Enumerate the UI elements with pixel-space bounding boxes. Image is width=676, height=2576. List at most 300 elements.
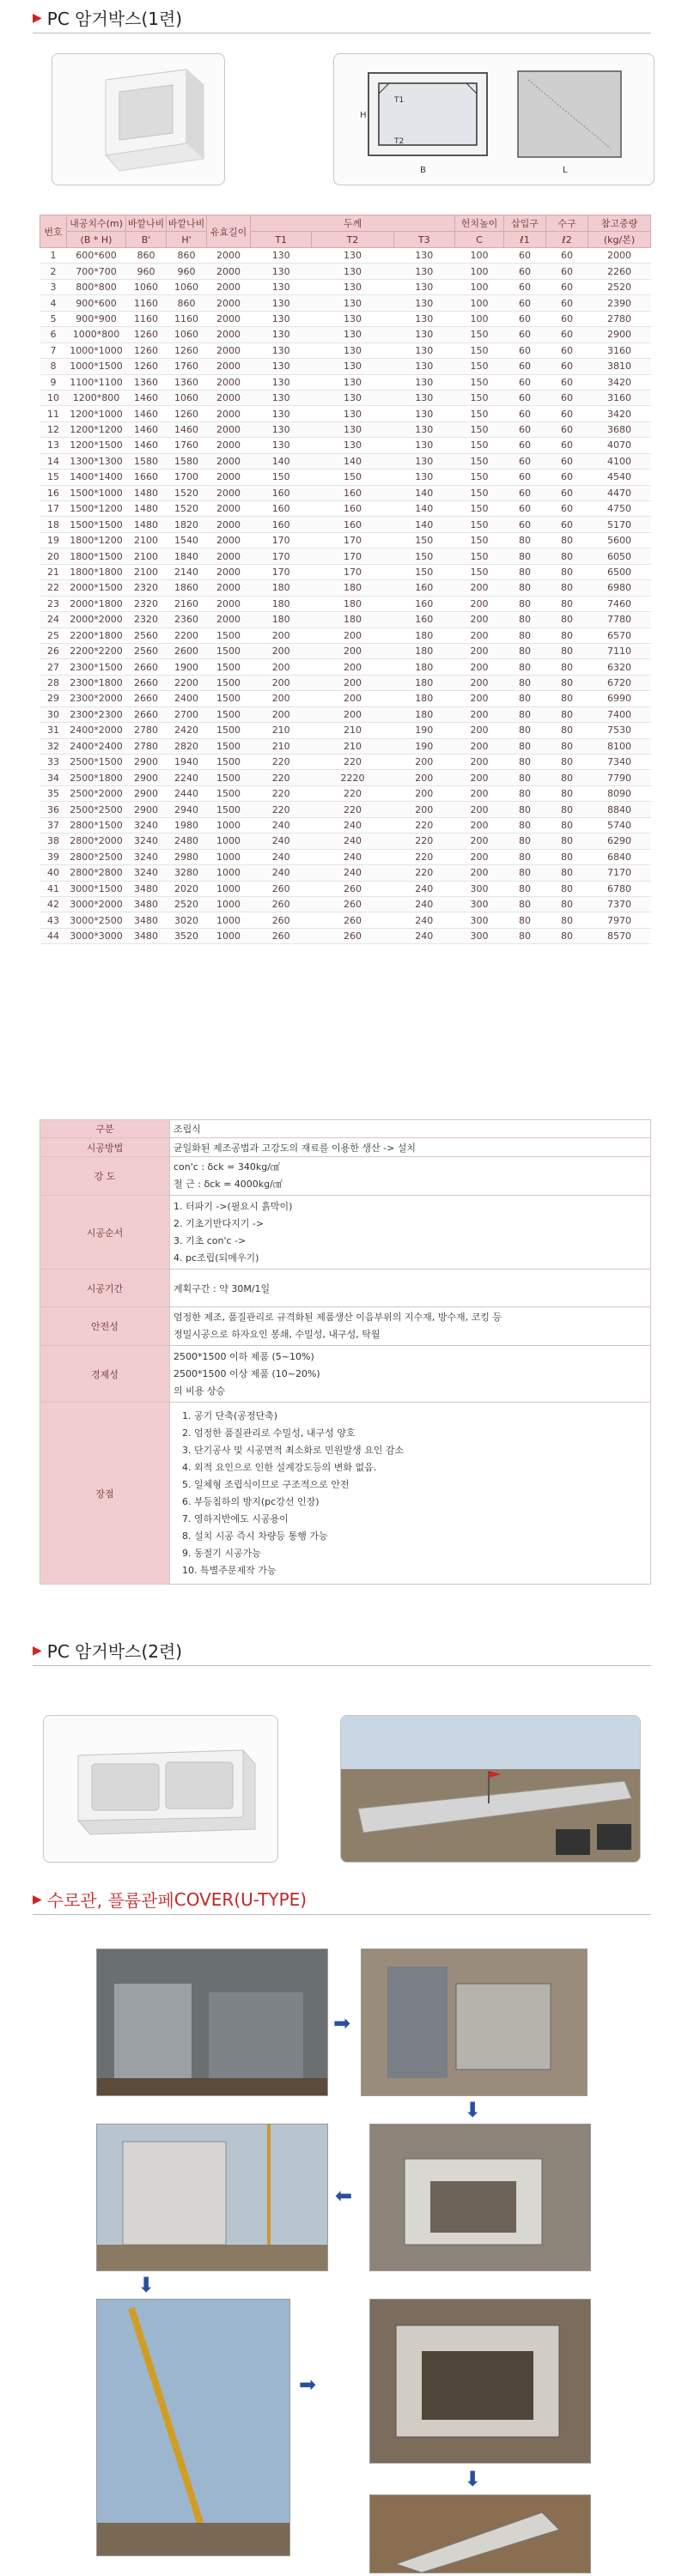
spec-cell: 130 (312, 406, 393, 421)
spec-cell: 150 (455, 342, 504, 358)
spec-cell: 80 (546, 770, 588, 785)
spec-cell: 7530 (588, 723, 651, 738)
info-line: 정밀시공으로 하자요인 봉쇄, 수밀성, 내구성, 탁월 (174, 1329, 381, 1340)
info-row-gubun (40, 1120, 651, 1138)
spec-cell: 200 (455, 691, 504, 706)
spec-cell: 150 (393, 549, 454, 564)
info-value (170, 1307, 651, 1346)
spec-cell: 220 (393, 833, 454, 849)
spec-cell: 130 (251, 342, 312, 358)
spec-cell: 80 (546, 564, 588, 579)
spec-cell: 17 (40, 501, 67, 517)
spec-cell: 130 (312, 327, 393, 342)
info-label: 경제성 (40, 1346, 170, 1403)
spec-cell: 2000 (207, 549, 251, 564)
info-row-method (40, 1138, 651, 1157)
spec-cell: 150 (455, 421, 504, 437)
spec-cell: 80 (546, 738, 588, 754)
section3-title: ▶ 수로관, 플륨관페 COVER(U-TYPE) (33, 1888, 308, 1911)
spec-cell: 2200 (167, 675, 207, 690)
info-line: 5. 일체형 조립식이므로 구조적으로 안전 (182, 1478, 350, 1490)
process-photo-4 (96, 2124, 328, 2271)
spec-cell: 80 (504, 785, 546, 801)
spec-cell: 1500 (207, 770, 251, 785)
dim-t1-label: T1 (394, 96, 405, 105)
spec-cell: 2500*2500 (67, 802, 126, 817)
spec-cell: 60 (546, 390, 588, 405)
spec-cell: 220 (393, 817, 454, 833)
spec-cell: 80 (504, 549, 546, 564)
spec-row (40, 706, 651, 722)
spec-cell: 60 (546, 485, 588, 500)
spec-cell: 150 (455, 453, 504, 469)
spec-cell: 2000 (207, 421, 251, 437)
spec-cell: 200 (312, 691, 393, 706)
spec-cell: 39 (40, 849, 67, 864)
spec-cell: 150 (455, 406, 504, 421)
spec-cell: 5600 (588, 532, 651, 548)
spec-row (40, 532, 651, 548)
spec-table-body (40, 248, 651, 944)
spec-cell: 2800*1500 (67, 817, 126, 833)
spec-cell: 3000*1500 (67, 881, 126, 896)
spec-row (40, 421, 651, 437)
spec-cell: 300 (455, 881, 504, 896)
spec-cell: 3 (40, 279, 67, 294)
section1-title: ▶ PC 암거박스(1련) (33, 9, 183, 29)
spec-cell: 1500 (207, 755, 251, 770)
spec-cell: 60 (504, 517, 546, 532)
spec-cell: 1000 (207, 912, 251, 928)
spec-cell: 200 (455, 865, 504, 881)
spec-cell: 2800*2500 (67, 849, 126, 864)
spec-cell: 80 (546, 802, 588, 817)
spec-cell: 200 (312, 706, 393, 722)
spec-cell: 28 (40, 675, 67, 690)
spec-cell: 150 (455, 549, 504, 564)
spec-cell: 2000 (207, 501, 251, 517)
spec-cell: 180 (393, 627, 454, 643)
info-line: 7. 영하지반에도 시공용이 (182, 1512, 289, 1524)
spec-row (40, 627, 651, 643)
spec-cell: 6720 (588, 675, 651, 690)
spec-cell: 2480 (167, 833, 207, 849)
spec-cell: 1500*1500 (67, 517, 126, 532)
spec-row (40, 549, 651, 564)
spec-cell: 60 (546, 438, 588, 453)
spec-cell: 3520 (167, 928, 207, 943)
spec-cell: 2500*1500 (67, 755, 126, 770)
spec-row (40, 643, 651, 658)
spec-cell: 6290 (588, 833, 651, 849)
section2-title: ▶ PC 암거박스(2련) (33, 1641, 183, 1662)
spec-cell: 200 (312, 659, 393, 675)
spec-cell: 5740 (588, 817, 651, 833)
spec-row (40, 596, 651, 611)
arrow-down-icon: ⬇ (137, 2273, 155, 2297)
spec-cell: 60 (504, 311, 546, 326)
spec-cell: 34 (40, 770, 67, 785)
spec-cell: 2000 (207, 248, 251, 264)
spec-cell: 1460 (126, 421, 167, 437)
spec-row (40, 264, 651, 279)
info-line: 8. 설치 시공 즉시 차량등 통행 가능 (182, 1530, 328, 1542)
spec-cell: 3240 (126, 817, 167, 833)
spec-cell: 2300*1500 (67, 659, 126, 675)
spec-cell: 8570 (588, 928, 651, 943)
spec-cell: 3480 (126, 928, 167, 943)
spec-cell: 1500 (207, 738, 251, 754)
spec-cell: 80 (546, 881, 588, 896)
spec-cell: 3420 (588, 406, 651, 421)
spec-cell: 130 (312, 374, 393, 390)
spec-cell: 130 (393, 438, 454, 453)
spec-cell: 170 (312, 549, 393, 564)
spec-cell: 2000*1500 (67, 580, 126, 596)
spec-cell: 80 (546, 833, 588, 849)
spec-cell: 60 (546, 279, 588, 294)
spec-cell: 130 (251, 295, 312, 311)
spec-cell: 2520 (167, 896, 207, 912)
spec-cell: 3680 (588, 421, 651, 437)
spec-cell: 160 (251, 485, 312, 500)
spec-cell: 2900 (126, 755, 167, 770)
spec-cell: 8840 (588, 802, 651, 817)
spec-cell: 1480 (126, 485, 167, 500)
spec-cell: 3810 (588, 359, 651, 374)
info-value (170, 1346, 651, 1403)
spec-cell: 1360 (167, 374, 207, 390)
spec-row (40, 248, 651, 264)
spec-cell: 80 (504, 532, 546, 548)
spec-cell: 60 (504, 327, 546, 342)
spec-cell: 3240 (126, 849, 167, 864)
info-row-order (40, 1196, 651, 1270)
install-photo-cell (340, 1715, 641, 1863)
spec-cell: 130 (393, 327, 454, 342)
spec-cell: 80 (504, 802, 546, 817)
spec-cell: 200 (455, 755, 504, 770)
info-value: 계획구간 : 약 30M/1일 (170, 1270, 651, 1307)
spec-cell: 2900 (588, 327, 651, 342)
spec-cell: 60 (504, 374, 546, 390)
info-line: 3. 기초 con'c -> (174, 1234, 247, 1246)
spec-cell: 25 (40, 627, 67, 643)
spec-cell: 240 (312, 865, 393, 881)
spec-cell: 600*600 (67, 248, 126, 264)
spec-cell: 1540 (167, 532, 207, 548)
spec-row (40, 580, 651, 596)
spec-cell: 1500 (207, 723, 251, 738)
spec-cell: 1480 (126, 501, 167, 517)
arrow-right-icon: ➡ (333, 2011, 351, 2035)
spec-cell: 130 (393, 406, 454, 421)
spec-cell: 1800*1800 (67, 564, 126, 579)
spec-cell: 2900 (126, 802, 167, 817)
spec-cell: 130 (251, 311, 312, 326)
spec-cell: 2000 (207, 612, 251, 627)
spec-row (40, 896, 651, 912)
arrow-left-icon: ⬅ (335, 2184, 353, 2208)
spec-cell: 2800*2800 (67, 865, 126, 881)
spec-cell: 4100 (588, 453, 651, 469)
spec-cell: 2700 (167, 706, 207, 722)
spec-cell: 60 (546, 295, 588, 311)
spec-cell: 130 (251, 248, 312, 264)
spec-cell: 1800*1500 (67, 549, 126, 564)
spec-cell: 130 (393, 248, 454, 264)
spec-cell: 30 (40, 706, 67, 722)
spec-cell: 1760 (167, 359, 207, 374)
spec-cell: 2100 (126, 549, 167, 564)
spec-cell: 60 (504, 453, 546, 469)
spec-cell: 200 (455, 659, 504, 675)
spec-cell: 160 (251, 517, 312, 532)
spec-cell: 2000 (207, 264, 251, 279)
spec-cell: 220 (393, 849, 454, 864)
spec-cell: 3480 (126, 912, 167, 928)
spec-cell: 23 (40, 596, 67, 611)
spec-cell: 1760 (167, 438, 207, 453)
spec-cell: 130 (251, 279, 312, 294)
spec-row (40, 723, 651, 738)
spec-cell: 3240 (126, 865, 167, 881)
spec-cell: 80 (546, 817, 588, 833)
spec-cell: 60 (504, 390, 546, 405)
spec-cell: 200 (455, 596, 504, 611)
spec-cell: 19 (40, 532, 67, 548)
spec-cell: 3420 (588, 374, 651, 390)
spec-cell: 80 (504, 706, 546, 722)
spec-cell: 240 (393, 928, 454, 943)
spec-cell: 60 (546, 453, 588, 469)
spec-cell: 200 (455, 643, 504, 658)
spec-cell: 80 (504, 817, 546, 833)
spec-row (40, 881, 651, 896)
spec-cell: 210 (312, 723, 393, 738)
spec-cell: 2500*2000 (67, 785, 126, 801)
spec-cell: 1060 (167, 327, 207, 342)
spec-cell: 2100 (126, 564, 167, 579)
spec-cell: 80 (504, 928, 546, 943)
spec-cell: 150 (455, 359, 504, 374)
spec-cell: 160 (312, 517, 393, 532)
spec-cell: 170 (251, 532, 312, 548)
spec-cell: 1000 (207, 928, 251, 943)
spec-cell: 180 (393, 675, 454, 690)
divider (33, 1914, 651, 1915)
spec-cell: 2000 (207, 485, 251, 500)
spec-row (40, 295, 651, 311)
spec-cell: 6 (40, 327, 67, 342)
spec-cell: 180 (393, 643, 454, 658)
spec-cell: 300 (455, 912, 504, 928)
spec-cell: 6980 (588, 580, 651, 596)
triangle-bullet-icon: ▶ (33, 1892, 42, 1906)
spec-cell: 200 (251, 675, 312, 690)
spec-row (40, 453, 651, 469)
spec-row (40, 659, 651, 675)
spec-cell: 100 (455, 248, 504, 264)
spec-row (40, 564, 651, 579)
spec-cell: 40 (40, 865, 67, 881)
spec-cell: 260 (312, 912, 393, 928)
spec-cell: 130 (312, 311, 393, 326)
spec-cell: 80 (504, 833, 546, 849)
spec-cell: 80 (546, 865, 588, 881)
spec-cell: 2780 (126, 738, 167, 754)
spec-cell: 900*900 (67, 311, 126, 326)
spec-cell: 2980 (167, 849, 207, 864)
spec-cell: 80 (546, 612, 588, 627)
spec-cell: 1480 (126, 517, 167, 532)
spec-cell: 60 (504, 470, 546, 485)
spec-cell: 2000 (207, 327, 251, 342)
spec-cell: 80 (546, 659, 588, 675)
spec-row (40, 327, 651, 342)
spec-cell: 80 (504, 755, 546, 770)
spec-cell: 3000*2000 (67, 896, 126, 912)
spec-cell: 2000 (207, 406, 251, 421)
col-c-subheader: C (455, 232, 504, 248)
spec-cell: 160 (393, 580, 454, 596)
spec-cell: 1840 (167, 549, 207, 564)
spec-cell: 80 (504, 723, 546, 738)
spec-cell: 4470 (588, 485, 651, 500)
spec-cell: 200 (251, 643, 312, 658)
spec-cell: 24 (40, 612, 67, 627)
spec-cell: 150 (312, 470, 393, 485)
spec-cell: 240 (312, 817, 393, 833)
info-row-safety (40, 1307, 651, 1346)
spec-cell: 4 (40, 295, 67, 311)
spec-cell: 1860 (167, 580, 207, 596)
spec-cell: 170 (312, 564, 393, 579)
spec-cell: 130 (251, 390, 312, 405)
info-line: 1. 공기 단축(공정단축) (182, 1409, 278, 1421)
spec-cell: 42 (40, 896, 67, 912)
spec-cell: 200 (455, 627, 504, 643)
spec-cell: 1660 (126, 470, 167, 485)
spec-cell: 1900 (167, 659, 207, 675)
spec-cell: 80 (546, 580, 588, 596)
spec-cell: 2260 (588, 264, 651, 279)
spec-cell: 180 (312, 612, 393, 627)
spec-cell: 60 (504, 264, 546, 279)
spec-cell: 260 (251, 912, 312, 928)
spec-cell: 220 (312, 755, 393, 770)
divider (33, 1665, 651, 1666)
spec-cell: 7 (40, 342, 67, 358)
spec-row (40, 485, 651, 500)
spec-cell: 60 (504, 421, 546, 437)
spec-cell: 960 (167, 264, 207, 279)
spec-cell: 8 (40, 359, 67, 374)
spec-cell: 1800*1200 (67, 532, 126, 548)
spec-cell: 60 (504, 342, 546, 358)
spec-cell: 180 (251, 612, 312, 627)
spec-row (40, 928, 651, 943)
spec-row (40, 865, 651, 881)
spec-cell: 150 (251, 470, 312, 485)
spec-cell: 240 (251, 849, 312, 864)
spec-cell: 60 (504, 438, 546, 453)
spec-cell: 1260 (126, 342, 167, 358)
spec-cell: 700*700 (67, 264, 126, 279)
spec-row (40, 802, 651, 817)
spec-cell: 80 (504, 659, 546, 675)
spec-cell: 200 (455, 706, 504, 722)
spec-cell: 2600 (167, 643, 207, 658)
spec-header-row-1 (40, 215, 651, 232)
spec-cell: 130 (251, 359, 312, 374)
spec-cell: 2820 (167, 738, 207, 754)
spec-cell: 2000 (207, 311, 251, 326)
site-installation-image (341, 1716, 640, 1862)
spec-cell: 3480 (126, 881, 167, 896)
spec-cell: 130 (393, 470, 454, 485)
info-label: 구분 (40, 1120, 170, 1138)
spec-cell: 220 (251, 802, 312, 817)
col-hanchi-header: 헌치높이 (455, 215, 504, 232)
triangle-bullet-icon: ▶ (33, 1643, 42, 1658)
spec-cell: 1580 (167, 453, 207, 469)
col-t3-subheader: T3 (393, 232, 454, 248)
spec-cell: 60 (546, 374, 588, 390)
spec-cell: 210 (251, 723, 312, 738)
spec-cell: 2000 (207, 596, 251, 611)
spec-row (40, 311, 651, 326)
spec-cell: 130 (251, 374, 312, 390)
spec-cell: 7340 (588, 755, 651, 770)
spec-cell: 100 (455, 311, 504, 326)
spec-cell: 80 (504, 881, 546, 896)
spec-cell: 26 (40, 643, 67, 658)
spec-cell: 12 (40, 421, 67, 437)
spec-cell: 1000 (207, 896, 251, 912)
spec-cell: 80 (504, 691, 546, 706)
info-line: 엄정한 제조, 품질관리로 규격화된 제품생산 이음부위의 지수재, 방수재, 코킹 등 (174, 1312, 502, 1323)
spec-cell: 60 (504, 501, 546, 517)
spec-row (40, 833, 651, 849)
spec-cell: 2220 (312, 770, 393, 785)
spec-cell: 60 (546, 421, 588, 437)
spec-cell: 240 (251, 817, 312, 833)
spec-row (40, 849, 651, 864)
spec-cell: 170 (251, 564, 312, 579)
spec-cell: 80 (504, 912, 546, 928)
spec-cell: 900*600 (67, 295, 126, 311)
col-thick-header: 두께 (251, 215, 455, 232)
spec-cell: 130 (251, 406, 312, 421)
spec-cell: 80 (546, 896, 588, 912)
spec-cell: 4070 (588, 438, 651, 453)
spec-cell: 1260 (126, 359, 167, 374)
spec-cell: 1500 (207, 802, 251, 817)
spec-cell: 180 (393, 706, 454, 722)
spec-cell: 240 (312, 849, 393, 864)
spec-cell: 10 (40, 390, 67, 405)
spec-cell: 6780 (588, 881, 651, 896)
spec-cell: 13 (40, 438, 67, 453)
spec-row (40, 675, 651, 690)
spec-cell: 2000 (207, 390, 251, 405)
spec-cell: 190 (393, 723, 454, 738)
spec-cell: 170 (312, 532, 393, 548)
spec-cell: 240 (251, 865, 312, 881)
spec-cell: 2660 (126, 675, 167, 690)
spec-cell: 1500*1000 (67, 485, 126, 500)
